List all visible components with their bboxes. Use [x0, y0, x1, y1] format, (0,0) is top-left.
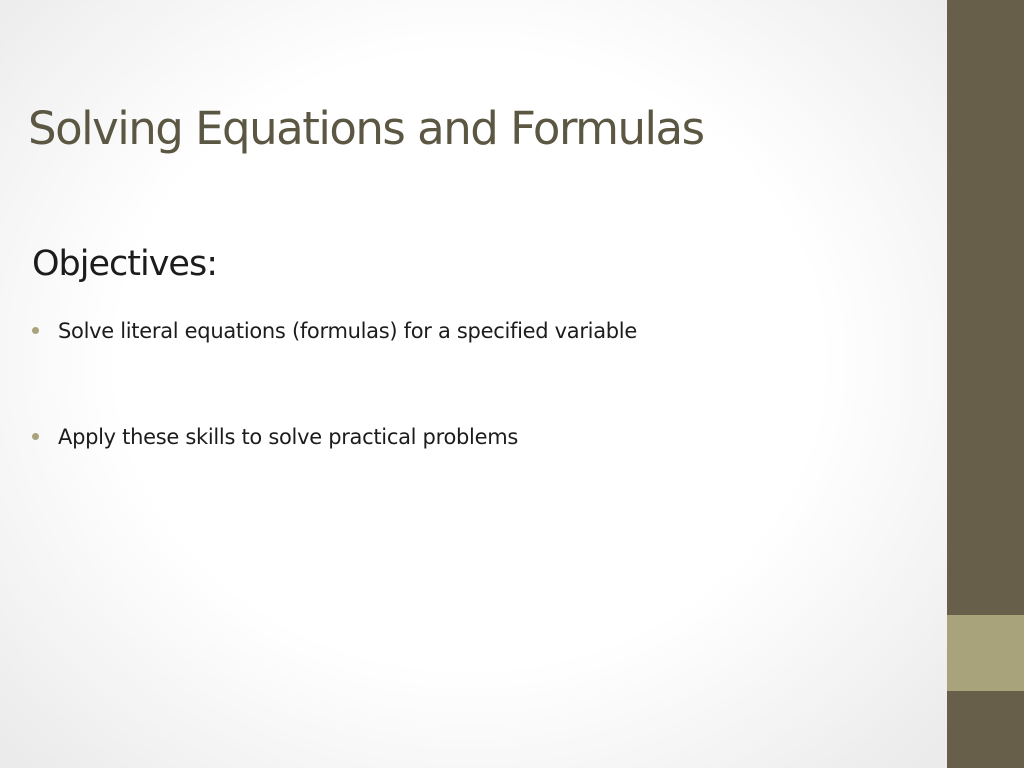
bullet-text: Apply these skills to solve practical problems — [58, 425, 518, 449]
bullet-icon — [32, 327, 39, 334]
bullet-item — [32, 425, 518, 449]
slide-title: Solving Equations and Formulas — [28, 102, 704, 155]
objectives-heading: Objectives: — [32, 244, 217, 284]
bullet-text: Solve literal equations (formulas) for a specified variable — [58, 319, 637, 343]
bullet-icon — [32, 433, 39, 440]
bullet-item — [32, 319, 637, 343]
side-bar-accent — [947, 615, 1024, 691]
